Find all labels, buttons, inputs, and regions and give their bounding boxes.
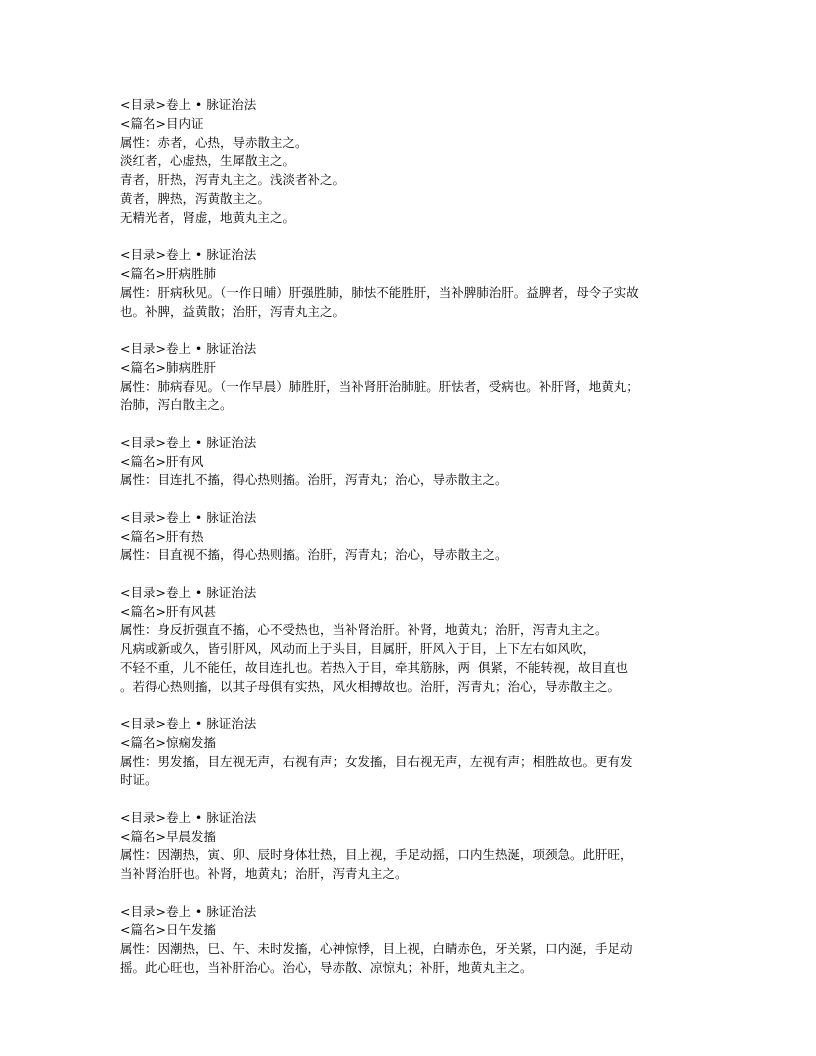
body-text-line: 当补肾治肝也。补肾，地黄丸；治肝，泻青丸主之。 (120, 866, 408, 882)
catalog-line: <目录>卷上 • 脉证治法 (120, 903, 257, 919)
body-text-line: 凡病或新或久，皆引肝风，风动而上于头目，目属肝，肝风入于目，上下左右如风吹， (120, 641, 596, 657)
catalog-line: <目录>卷上 • 脉证治法 (120, 97, 257, 112)
body-text-line: 也。补脾，益黄散；治肝，泻青丸主之。 (120, 303, 346, 319)
attribute-line: 属性：身反折强直不搐，心不受热也，当补肾治肝。补肾，地黄丸；治肝，泻青丸主之。 (120, 622, 608, 638)
catalog-line: <目录>卷上 • 脉证治法 (120, 716, 257, 732)
body-text-line: 不轻不重，儿不能任，故目连扎也。若热入于目，牵其筋脉，两 俱紧，不能转视，故目直也 (120, 659, 628, 675)
body-text-line: 无精光者，肾虚，地黄丸主之。 (120, 209, 296, 225)
text-entry (120, 715, 700, 790)
attribute-line: 属性：肝病秋见。（一作日晡）肝强胜肺，肺怯不能胜肝，当补脾肺治肝。益脾者，母令子实故 (120, 284, 639, 300)
catalog-line: <目录>卷上 • 脉证治法 (120, 809, 257, 825)
text-entry (120, 584, 700, 697)
body-text-line: 。若得心热则搐，以其子母俱有实热，风火相搏故也。治肝，泻青丸；治心，导赤散主之。 (120, 678, 621, 694)
chapter-title-line: <篇名>惊痫发搐 (120, 734, 216, 750)
chapter-title-line: <篇名>肝病胜肺 (120, 265, 216, 281)
catalog-line: <目录>卷上 • 脉证治法 (120, 340, 257, 356)
text-entry (120, 246, 700, 321)
chapter-title-line: <篇名>肝有风 (120, 453, 204, 469)
chapter-title-line: <篇名>肝有风甚 (120, 603, 216, 619)
attribute-line: 属性：因潮热，巳、午、未时发搐，心神惊悸，目上视，白睛赤色，牙关紧，口内涎，手足动 (120, 941, 633, 957)
body-text-line: 治肺，泻白散主之。 (120, 397, 233, 413)
body-text-line: 青者，肝热，泻青丸主之。浅淡者补之。 (120, 172, 346, 188)
attribute-line: 属性：男发搐，目左视无声，右视有声；女发搐，目右视无声，左视有声；相胜故也。更有发 (120, 753, 633, 769)
attribute-line: 属性：肺病春见。（一作早晨）肺胜肝，当补肾肝治肺脏。肝怯者，受病也。补肝肾，地黄丸； (120, 378, 639, 394)
text-entry (120, 434, 700, 490)
text-entry (120, 96, 700, 228)
chapter-title-line: <篇名>目内证 (120, 115, 204, 131)
catalog-line: <目录>卷上 • 脉证治法 (120, 247, 257, 263)
chapter-title-line: <篇名>肺病胜肝 (120, 359, 216, 375)
body-text-line: 摇。此心旺也，当补肝治心。治心，导赤散、凉惊丸；补肝，地黄丸主之。 (120, 960, 533, 976)
chapter-title-line: <篇名>早晨发搐 (120, 828, 216, 844)
attribute-line: 属性：目直视不搐，得心热则搐。治肝，泻青丸；治心，导赤散主之。 (120, 547, 508, 563)
body-text-line: 时证。 (120, 772, 158, 788)
attribute-line: 属性：因潮热，寅、卯、辰时身体壮热，目上视，手足动摇，口内生热涎，项颈急。此肝旺， (120, 847, 633, 863)
text-entry (120, 809, 700, 884)
chapter-title-line: <篇名>日午发搐 (120, 922, 216, 938)
text-entry (120, 509, 700, 565)
body-text-line: 淡红者，心虚热，生犀散主之。 (120, 153, 296, 169)
text-entry (120, 340, 700, 415)
document-body (120, 96, 700, 996)
text-entry (120, 903, 700, 978)
catalog-line: <目录>卷上 • 脉证治法 (120, 584, 257, 600)
attribute-line: 属性：赤者，心热，导赤散主之。 (120, 134, 308, 150)
catalog-line: <目录>卷上 • 脉证治法 (120, 434, 257, 450)
chapter-title-line: <篇名>肝有热 (120, 528, 204, 544)
attribute-line: 属性：目连扎不搐，得心热则搐。治肝，泻青丸；治心，导赤散主之。 (120, 472, 508, 488)
catalog-line: <目录>卷上 • 脉证治法 (120, 509, 257, 525)
body-text-line: 黄者，脾热，泻黄散主之。 (120, 190, 271, 206)
